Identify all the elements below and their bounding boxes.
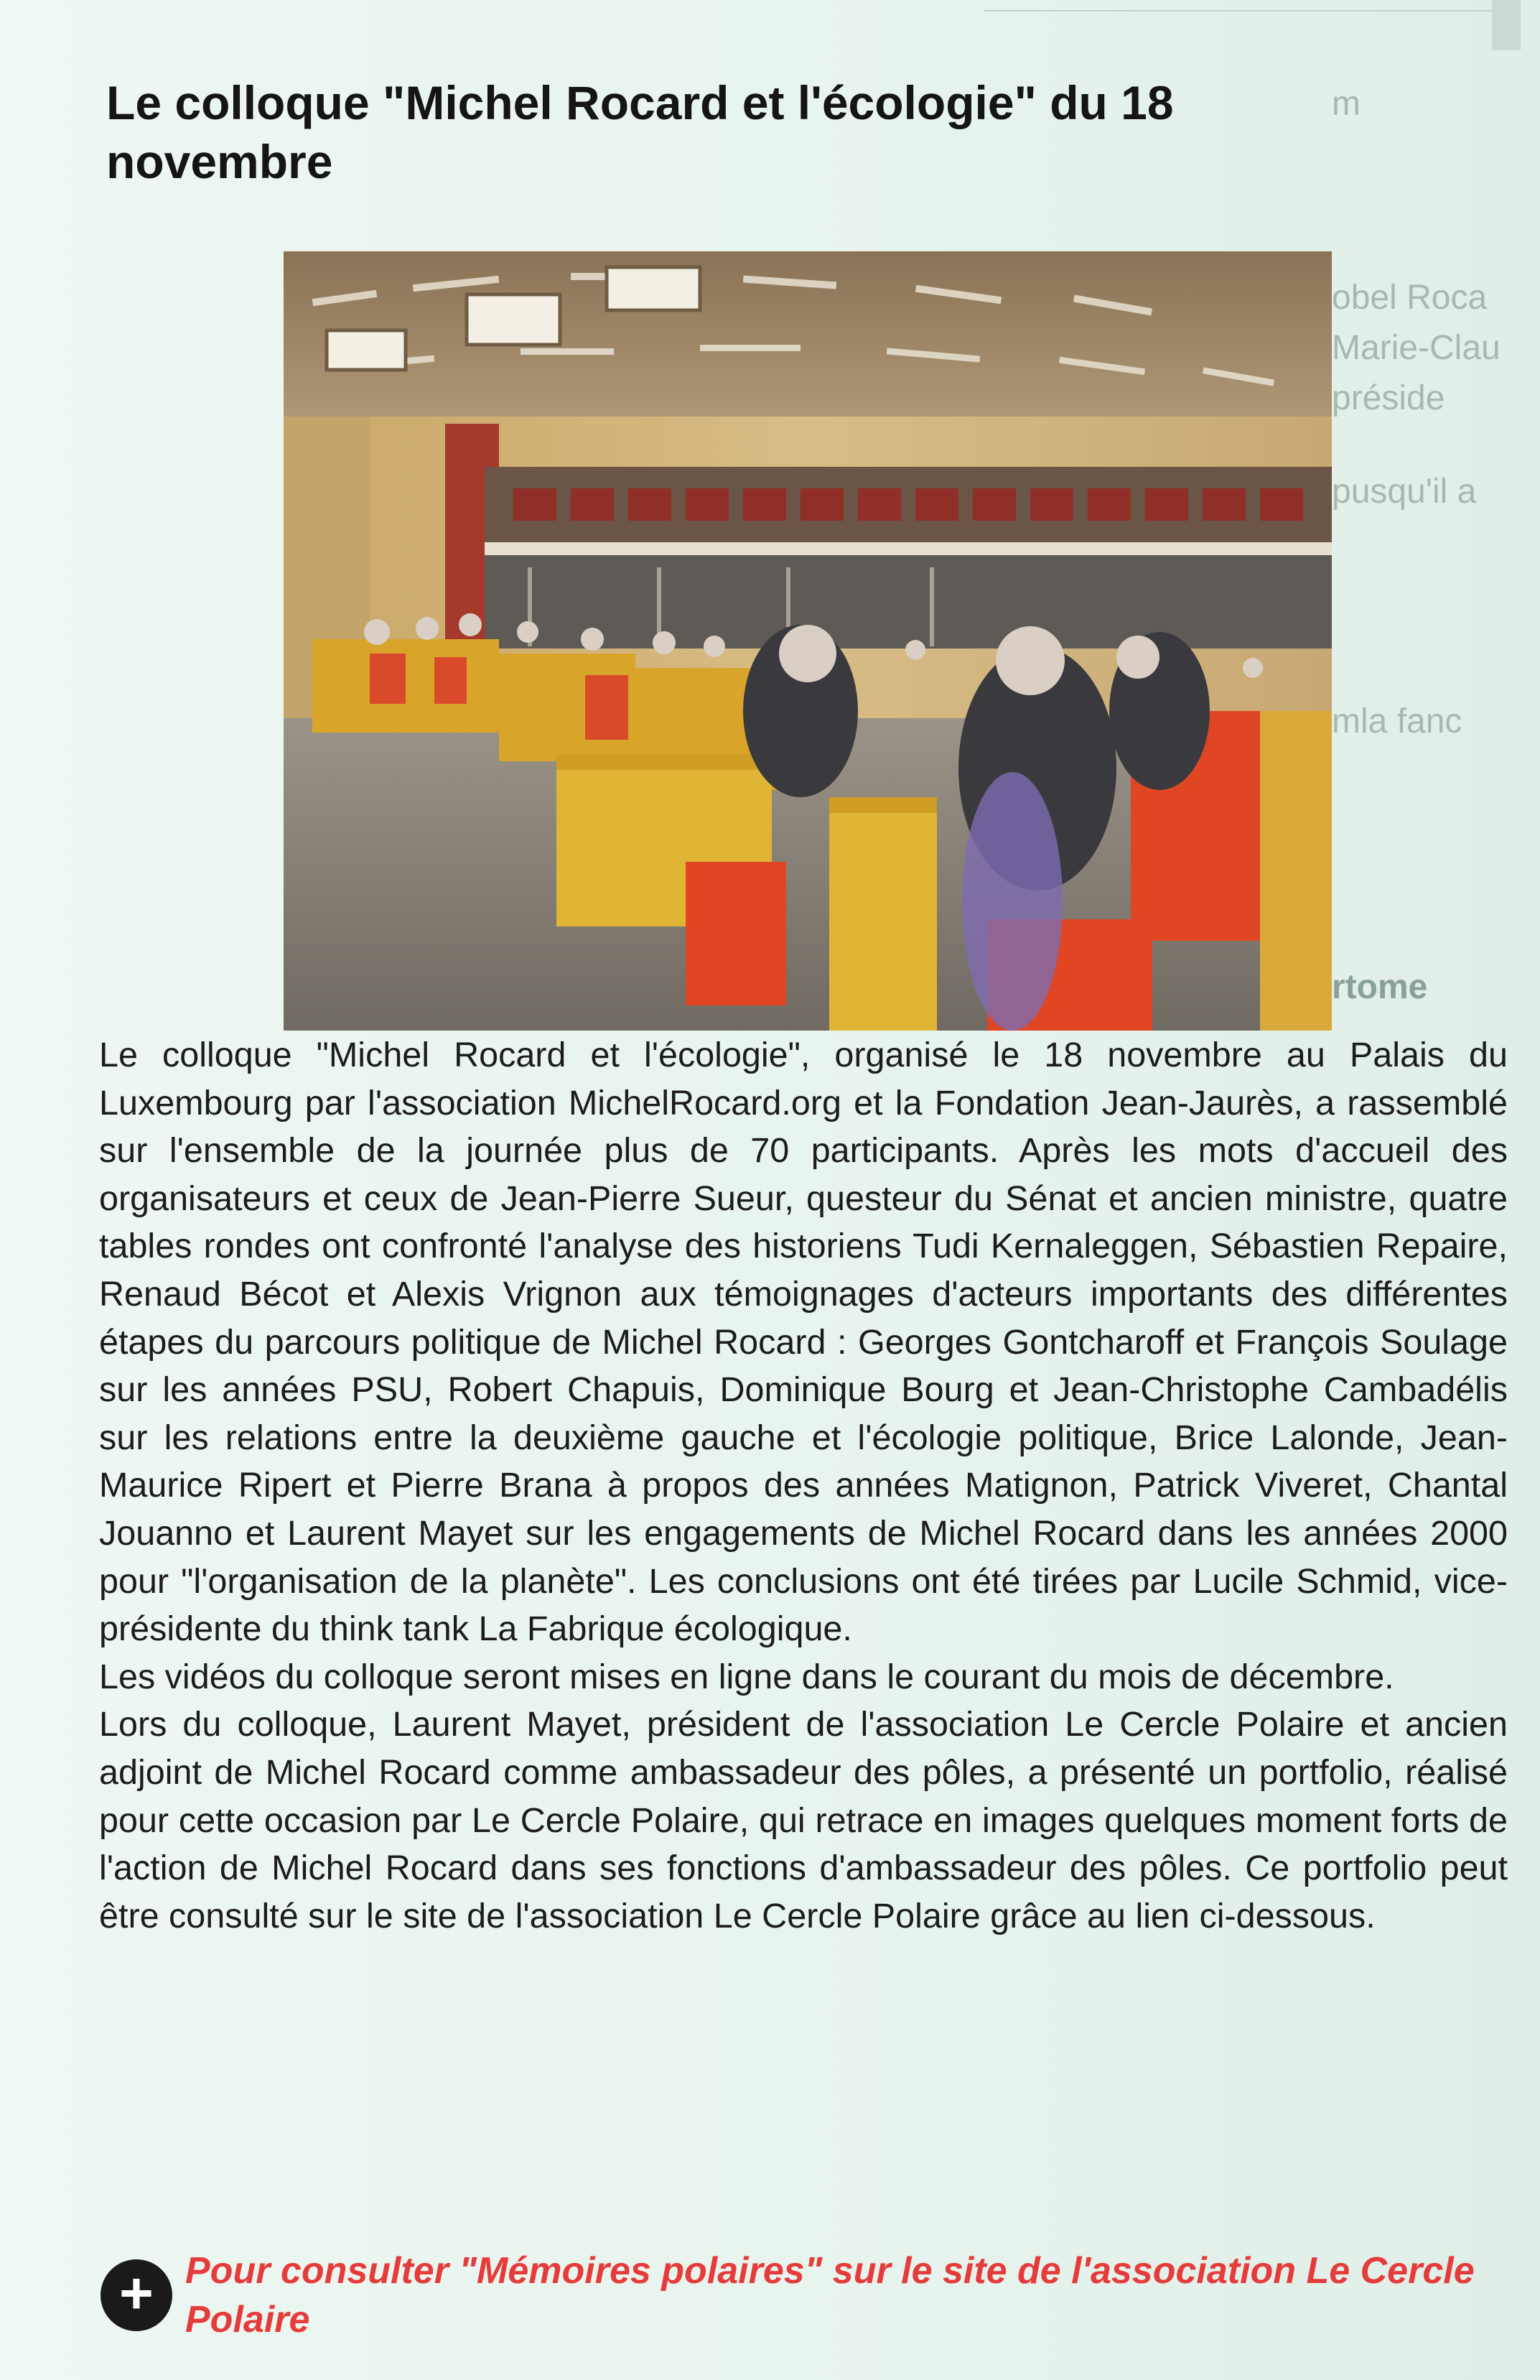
article-paragraph: Les vidéos du colloque seront mises en ligne dans le courant du mois de décembre. xyxy=(99,1657,1394,1696)
ghost-line: préside xyxy=(1332,379,1445,417)
ghost-line: pusqu'il a xyxy=(1332,473,1477,511)
ghost-line: rtome xyxy=(1332,968,1428,1006)
header-rule xyxy=(984,10,1501,11)
article-body xyxy=(99,1031,1508,1940)
conference-photo xyxy=(284,251,1332,1031)
article-paragraph: Le colloque "Michel Rocard et l'écologie", organisé le 18 novembre au Palais du Luxembourg par l'association MichelRocard.org et la Fondation Jean-Jaurès, a rassemblé sur l'ensemble de la journée plus de 70 participants. Après les mots d'accueil des organisateurs et ceux de Jean-Pierre Sueur, questeur du Sénat et ancien ministre, quatre tables rondes ont confronté l'analyse des historiens Tudi Kernaleggen, Sébastien Repaire, Renaud Bécot et Alexis Vrignon aux témoignages d'acteurs importants des différentes étapes du parcours politique de Michel Rocard : Georges Gontcharoff et François Soulage sur les années PSU, Robert Chapuis, Dominique Bourg et Jean-Christophe Cambadélis sur les relations entre la deuxième gauche et l'écologie politique, Brice Lalonde, Jean-Maurice Ripert et Pierre Brana à propos des années Matignon, Patrick Viveret, Chantal Jouanno et Laurent Mayet sur les engagements de Michel Rocard dans les années 2000 pour "l'organisation de la planète". Les conclusions ont été tirées par Lucile Schmid, vice-présidente du think tank La Fabrique écologique. xyxy=(99,1036,1508,1649)
corner-mark xyxy=(1492,0,1521,50)
ghost-line: obel Roca xyxy=(1332,279,1488,317)
article-title: Le colloque "Michel Rocard et l'écologie" du 18 novembre xyxy=(106,76,1174,188)
portfolio-link[interactable]: Pour consulter "Mémoires polaires" sur le site de l'association Le Cercle Polaire xyxy=(185,2250,1475,2341)
senate-hall-image xyxy=(284,251,1332,1031)
ghost-line: mla fanc xyxy=(1332,702,1462,740)
portfolio-link-row[interactable] xyxy=(101,2246,1475,2347)
ghost-line: m xyxy=(1332,85,1361,123)
article-paragraph: Lors du colloque, Laurent Mayet, président de l'association Le Cercle Polaire et ancien adjoint de Michel Rocard comme ambassadeur des pôles, a présenté un portfolio, réalisé pour cette occasion par Le Cercle Polaire, qui retrace en images quelques moment forts de l'action de Michel Rocard dans ses fonctions d'ambassadeur des pôles. Ce portfolio peut être consulté sur le site de l'association Le Cercle Polaire grâce au lien ci-dessous. xyxy=(99,1705,1508,1935)
ghost-line: Marie-Clau xyxy=(1332,329,1501,367)
plus-icon[interactable]: + xyxy=(101,2259,172,2331)
